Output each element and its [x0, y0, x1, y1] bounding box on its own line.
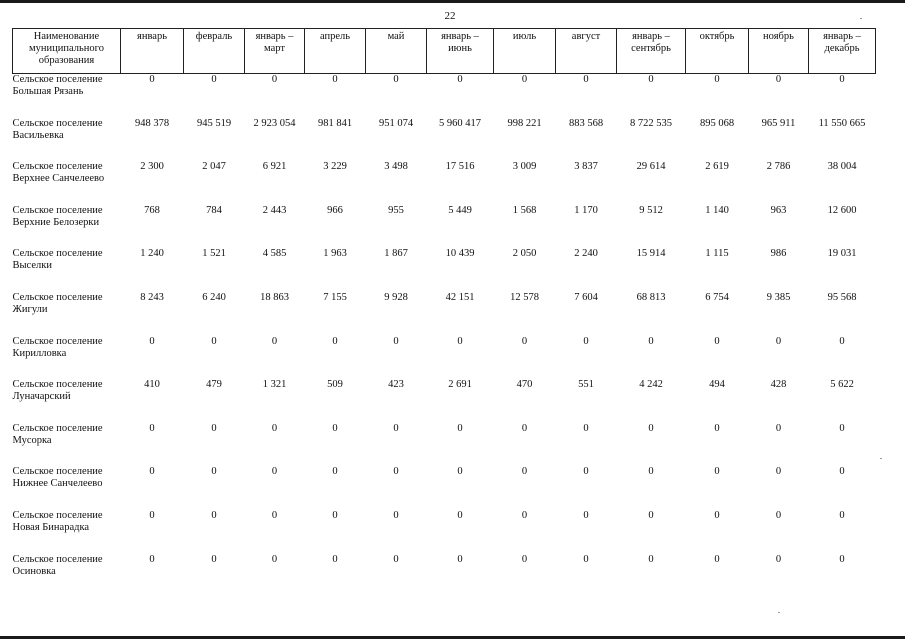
value-cell: 0 — [839, 509, 845, 521]
value-cell: 3 498 — [384, 161, 408, 173]
header-cell: январь – сентябрь — [617, 29, 686, 74]
value-cell: 0 — [211, 422, 217, 434]
top-border-rule — [0, 0, 905, 3]
value-cell: 1 568 — [512, 204, 537, 216]
value-cell: 0 — [775, 466, 782, 478]
value-cell: 0 — [457, 553, 463, 565]
value-cell: 0 — [648, 422, 654, 434]
value-cell: 0 — [521, 509, 528, 521]
value-cell: 0 — [583, 335, 589, 347]
value-cell: 0 — [149, 553, 155, 565]
value-cell: 42 151 — [445, 291, 475, 303]
value-cell: 1 521 — [202, 248, 226, 260]
value-cell: 0 — [457, 74, 463, 85]
value-cell: 0 — [211, 335, 217, 347]
municipality-name-cell: Сельское поселение Верхние Белозерки — [12, 204, 103, 228]
value-cell: 895 068 — [699, 117, 735, 129]
value-cell: 494 — [709, 379, 725, 391]
value-cell: 0 — [775, 335, 782, 347]
value-cell: 0 — [393, 466, 399, 478]
value-cell: 1 140 — [705, 204, 729, 216]
value-cell: 0 — [775, 74, 782, 85]
table-row — [13, 554, 876, 598]
value-cell: 0 — [457, 335, 463, 347]
value-cell: 0 — [521, 466, 528, 478]
value-cell: 10 439 — [445, 248, 475, 260]
value-cell: 0 — [775, 422, 782, 434]
municipality-name-cell: Сельское поселение Новая Бинарадка — [12, 509, 103, 533]
value-cell: 0 — [149, 74, 155, 85]
value-cell: 0 — [583, 509, 589, 521]
value-cell: 0 — [271, 509, 278, 521]
table-row — [13, 74, 876, 118]
value-cell: 0 — [149, 335, 155, 347]
value-cell: 470 — [516, 379, 533, 391]
municipality-name-cell: Сельское поселение Большая Рязань — [12, 74, 103, 97]
value-cell: 0 — [583, 74, 589, 85]
value-cell: 0 — [521, 335, 528, 347]
value-cell: 95 568 — [827, 291, 857, 303]
value-cell: 0 — [775, 553, 782, 565]
value-cell: 0 — [393, 509, 399, 521]
value-cell: 0 — [457, 509, 463, 521]
table-row — [13, 379, 876, 423]
value-cell: 966 — [327, 204, 343, 216]
value-cell: 0 — [714, 335, 720, 347]
value-cell: 0 — [839, 553, 845, 565]
value-cell: 9 512 — [639, 204, 663, 216]
municipality-name-cell: Сельское поселение Нижнее Санчелеево — [12, 466, 103, 490]
table-row — [13, 336, 876, 380]
value-cell: 2 240 — [574, 248, 598, 260]
value-cell: 0 — [648, 466, 654, 478]
header-cell: май — [366, 29, 427, 74]
header-cell: июль — [494, 29, 556, 74]
value-cell: 2 923 054 — [253, 117, 296, 129]
value-cell: 4 242 — [639, 379, 663, 391]
value-cell: 8 722 535 — [630, 117, 672, 129]
value-cell: 955 — [388, 204, 404, 216]
value-cell: 0 — [583, 553, 589, 565]
value-cell: 0 — [271, 466, 278, 478]
value-cell: 0 — [149, 509, 155, 521]
value-cell: 38 004 — [827, 161, 857, 173]
value-cell: 0 — [839, 335, 845, 347]
value-cell: 5 960 417 — [439, 117, 481, 129]
table-row — [13, 423, 876, 467]
value-cell: 0 — [648, 74, 654, 85]
header-cell: февраль — [184, 29, 245, 74]
value-cell: 0 — [457, 422, 463, 434]
value-cell: 1 240 — [140, 248, 164, 260]
municipality-name-cell: Сельское поселение Выселки — [12, 248, 103, 272]
header-row — [13, 29, 876, 74]
value-cell: 0 — [271, 74, 278, 85]
data-table — [12, 28, 876, 597]
value-cell: 2 050 — [512, 248, 537, 260]
value-cell: 3 009 — [512, 161, 537, 173]
value-cell: 29 614 — [636, 161, 666, 173]
value-cell: 0 — [149, 466, 155, 478]
table-row — [13, 118, 876, 162]
value-cell: 784 — [206, 204, 222, 216]
value-cell: 2 619 — [705, 161, 729, 173]
value-cell: 6 754 — [705, 291, 729, 303]
value-cell: 509 — [327, 379, 343, 391]
value-cell: 0 — [393, 422, 399, 434]
value-cell: 1 115 — [705, 248, 729, 260]
value-cell: 9 928 — [384, 291, 408, 303]
scan-speck — [880, 458, 882, 459]
municipality-name-cell: Сельское поселение Верхнее Санчелеево — [12, 161, 105, 185]
value-cell: 17 516 — [445, 161, 475, 173]
scan-speck — [778, 612, 780, 613]
value-cell: 551 — [578, 379, 594, 391]
value-cell: 965 911 — [761, 117, 796, 129]
value-cell: 428 — [770, 379, 787, 391]
table-row — [13, 248, 876, 292]
value-cell: 0 — [332, 335, 338, 347]
value-cell: 0 — [332, 553, 338, 565]
value-cell: 15 914 — [636, 248, 666, 260]
municipality-name-cell: Сельское поселение Осиновка — [12, 553, 103, 577]
value-cell: 0 — [714, 509, 720, 521]
value-cell: 981 841 — [317, 117, 353, 129]
header-cell: январь — [121, 29, 184, 74]
value-cell: 0 — [839, 74, 845, 85]
value-cell: 768 — [144, 204, 160, 216]
value-cell: 0 — [271, 335, 278, 347]
value-cell: 2 786 — [766, 161, 791, 173]
value-cell: 0 — [271, 553, 278, 565]
value-cell: 11 550 665 — [818, 117, 866, 129]
value-cell: 883 568 — [568, 117, 604, 129]
municipality-name-cell: Сельское поселение Луначарский — [12, 379, 103, 403]
header-cell: Наименование муниципального образования — [13, 29, 121, 74]
municipality-name-cell: Сельское поселение Мусорка — [12, 422, 103, 446]
table-row — [13, 510, 876, 554]
bottom-border-rule — [0, 636, 905, 639]
value-cell: 0 — [393, 74, 399, 85]
value-cell: 68 813 — [636, 291, 666, 303]
value-cell: 0 — [583, 466, 589, 478]
value-cell: 1 867 — [384, 248, 408, 260]
value-cell: 6 921 — [262, 161, 287, 173]
value-cell: 951 074 — [378, 117, 414, 129]
value-cell: 7 604 — [574, 291, 598, 303]
value-cell: 986 — [770, 248, 787, 260]
table-row — [13, 466, 876, 510]
value-cell: 0 — [332, 74, 338, 85]
value-cell: 998 221 — [507, 117, 542, 129]
value-cell: 0 — [393, 553, 399, 565]
value-cell: 0 — [332, 422, 338, 434]
value-cell: 18 863 — [260, 291, 289, 303]
value-cell: 12 600 — [827, 204, 857, 216]
value-cell: 0 — [839, 466, 845, 478]
value-cell: 423 — [388, 379, 404, 391]
value-cell: 0 — [839, 422, 845, 434]
value-cell: 0 — [211, 466, 217, 478]
value-cell: 6 240 — [202, 291, 226, 303]
municipality-name-cell: Сельское поселение Кирилловка — [12, 335, 103, 359]
table-row — [13, 161, 876, 205]
header-cell: январь – июнь — [427, 29, 494, 74]
value-cell: 2 691 — [448, 379, 472, 391]
value-cell: 0 — [149, 422, 155, 434]
municipality-name-cell: Сельское поселение Васильевка — [12, 117, 103, 141]
value-cell: 2 443 — [262, 204, 287, 216]
value-cell: 7 155 — [323, 291, 347, 303]
header-cell: ноябрь — [749, 29, 809, 74]
value-cell: 8 243 — [140, 291, 164, 303]
header-cell: апрель — [305, 29, 366, 74]
value-cell: 0 — [714, 466, 720, 478]
value-cell: 0 — [521, 74, 528, 85]
value-cell: 1 170 — [574, 204, 598, 216]
value-cell: 1 963 — [323, 248, 347, 260]
value-cell: 0 — [648, 335, 654, 347]
value-cell: 0 — [775, 509, 782, 521]
value-cell: 1 321 — [262, 379, 287, 391]
value-cell: 0 — [332, 466, 338, 478]
value-cell: 5 622 — [830, 379, 854, 391]
value-cell: 963 — [770, 204, 787, 216]
value-cell: 0 — [648, 509, 654, 521]
table-row — [13, 205, 876, 249]
value-cell: 3 837 — [574, 161, 598, 173]
value-cell: 0 — [714, 553, 720, 565]
table-row — [13, 292, 876, 336]
scan-speck — [860, 18, 862, 19]
value-cell: 0 — [583, 422, 589, 434]
value-cell: 0 — [714, 74, 720, 85]
header-cell: октябрь — [686, 29, 749, 74]
value-cell: 2 300 — [140, 161, 164, 173]
page-number: 22 — [444, 10, 456, 22]
value-cell: 2 047 — [202, 161, 226, 173]
header-cell: январь – март — [245, 29, 305, 74]
value-cell: 9 385 — [766, 291, 791, 303]
value-cell: 0 — [648, 553, 654, 565]
value-cell: 0 — [211, 553, 217, 565]
value-cell: 19 031 — [827, 248, 857, 260]
value-cell: 945 519 — [196, 117, 232, 129]
value-cell: 0 — [332, 509, 338, 521]
value-cell: 0 — [211, 74, 217, 85]
value-cell: 3 229 — [323, 161, 347, 173]
value-cell: 948 378 — [134, 117, 170, 129]
value-cell: 12 578 — [510, 291, 539, 303]
value-cell: 410 — [144, 379, 160, 391]
value-cell: 0 — [521, 422, 528, 434]
value-cell: 0 — [271, 422, 278, 434]
value-cell: 4 585 — [262, 248, 287, 260]
value-cell: 0 — [457, 466, 463, 478]
header-cell: август — [556, 29, 617, 74]
table-body — [13, 74, 876, 598]
value-cell: 0 — [714, 422, 720, 434]
header-cell: январь – декабрь — [809, 29, 876, 74]
value-cell: 5 449 — [448, 204, 472, 216]
value-cell: 0 — [393, 335, 399, 347]
municipality-name-cell: Сельское поселение Жигули — [12, 291, 103, 315]
value-cell: 479 — [206, 379, 222, 391]
value-cell: 0 — [521, 553, 528, 565]
value-cell: 0 — [211, 509, 217, 521]
